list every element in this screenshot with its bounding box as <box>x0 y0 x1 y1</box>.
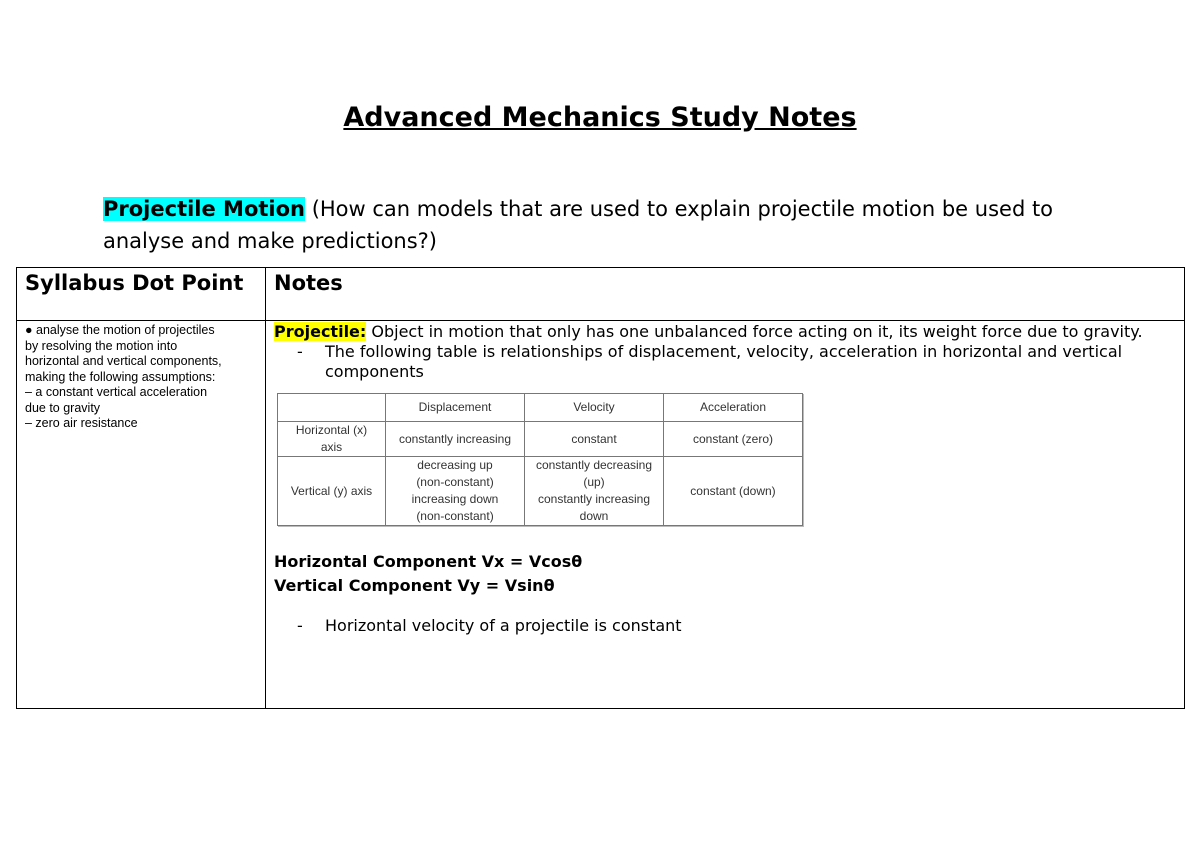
vertical-displacement <box>386 457 525 526</box>
cell-line: increasing down <box>411 492 499 506</box>
horizontal-displacement: constantly increasing <box>386 422 525 457</box>
bullet-dash: - <box>297 342 303 361</box>
syllabus-line: – a constant vertical acceleration <box>25 385 208 399</box>
cell-line: constantly increasing <box>537 492 651 506</box>
horizontal-acceleration: constant (zero) <box>664 422 803 457</box>
topic-heading: Projectile Motion <box>103 197 305 221</box>
syllabus-line: due to gravity <box>25 400 101 415</box>
vertical-acceleration: constant (down) <box>664 457 803 526</box>
cell-line: (up) <box>583 475 605 489</box>
vertical-component-formula: Vertical Component Vy = Vsinθ <box>274 576 555 595</box>
horizontal-velocity: constant <box>525 422 664 457</box>
col-header-velocity: Velocity <box>525 394 664 422</box>
topic-question: (How can models that are used to explain projectile motion be used to analyse and make predictions?) <box>103 197 1054 253</box>
projectile-definition <box>274 322 1176 342</box>
bullet-text: The following table is relationships of displacement, velocity, acceleration in horizontal and vertical components <box>325 342 1123 381</box>
cell-line: (non-constant) <box>416 509 494 523</box>
syllabus-line: making the following assumptions: <box>25 369 216 384</box>
syllabus-dot-point <box>17 321 266 709</box>
syllabus-line: horizontal and vertical components, <box>25 354 222 368</box>
bullet-dash: - <box>297 616 303 635</box>
col-header-acceleration: Acceleration <box>664 394 803 422</box>
header-notes: Notes <box>266 268 1185 321</box>
projectile-definition-text: Object in motion that only has one unbalanced force acting on it, its weight force due to gravity. <box>371 322 1143 341</box>
notes-table <box>16 267 1185 709</box>
bullet-item <box>274 616 1176 636</box>
document-title <box>0 102 1200 133</box>
col-header-displacement: Displacement <box>386 394 525 422</box>
cell-line: down <box>579 509 609 523</box>
document-title-text: Advanced Mechanics Study Notes <box>343 102 857 133</box>
horizontal-component-formula: Horizontal Component Vx = Vcosθ <box>274 552 583 571</box>
bullet-text: Horizontal velocity of a projectile is constant <box>325 616 682 635</box>
notes-cell <box>266 321 1185 709</box>
cell-line: axis <box>320 440 343 454</box>
syllabus-line: – zero air resistance <box>25 416 138 430</box>
components-corner-cell <box>278 394 386 422</box>
projectile-term: Projectile: <box>274 322 367 341</box>
components-header-row <box>278 394 803 422</box>
components-row-horizontal <box>278 422 803 457</box>
syllabus-line: by resolving the motion into <box>25 338 178 353</box>
notes-table-header-row <box>17 268 1185 321</box>
row-label-horizontal <box>278 422 386 457</box>
cell-line: constantly decreasing <box>535 458 653 472</box>
vertical-velocity <box>525 457 664 526</box>
header-syllabus: Syllabus Dot Point <box>17 268 266 321</box>
cell-line: decreasing up <box>417 458 493 472</box>
component-formulas <box>274 550 1176 598</box>
cell-line: Horizontal (x) <box>295 423 368 437</box>
syllabus-line: ● analyse the motion of projectiles <box>25 323 215 337</box>
components-row-vertical <box>278 457 803 526</box>
bullet-item <box>274 342 1176 382</box>
row-label-vertical: Vertical (y) axis <box>278 457 386 526</box>
cell-line: (non-constant) <box>416 475 494 489</box>
topic-intro <box>103 193 1063 257</box>
notes-table-body-row <box>17 321 1185 709</box>
components-table <box>277 393 803 526</box>
